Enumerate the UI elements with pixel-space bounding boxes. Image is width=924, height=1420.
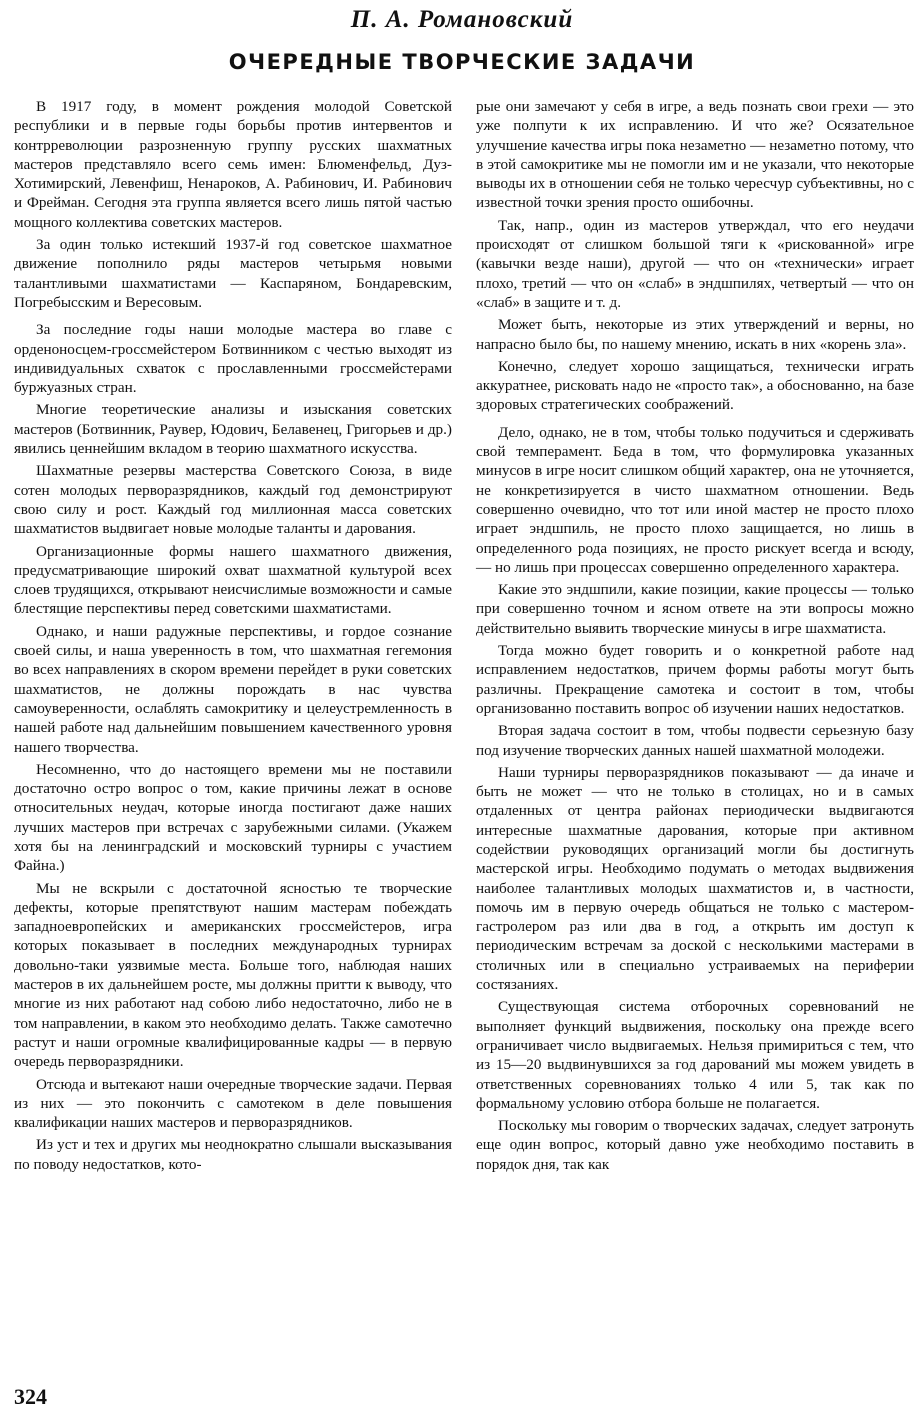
article-author: П. А. Романовский xyxy=(350,6,574,33)
paragraph: Дело, однако, не в том, чтобы только подучиться и сдерживать свой темперамент. Беда в том, что формулировка указанных минусов в игре носит слишком общий характер, она не уточняется, не конкретизируется в чисто шахматном отношении. Ведь совершенно очевидно, что тот или иной мастер не просто плохо играет эндшпиль, не просто плохо защищается, но лишь в определенного рода позициях, не просто рискует всегда и всюду, — но лишь при процессах совершенно определенного характера. xyxy=(476,423,914,576)
paragraph: Наши турниры перворазрядников показывают — да иначе и быть не может — что не только в столицах, но и в самых отдаленных от центра районах периодически выдвигаются интересные шахматные дарования, которые при активном содействии руководящих организаций могли бы достигнуть мастерской игры. Необходимо подумать о методах выдвижения наиболее талантливых молодых шахматистов и, в частности, помочь им в первую очередь общаться не только с мастером-гастролером раз или два в год, а открыть им доступ к периодическим встречам за доской с несколькими мастерами в столичных или в специально устраиваемых на периферии состязаниях. xyxy=(476,763,914,994)
paragraph: Отсюда и вытекают наши очередные творческие задачи. Первая из них — это покончить с самотеком в деле повышения квалификации наших мастеров и перворазрядников. xyxy=(14,1075,452,1132)
paragraph: Может быть, некоторые из этих утверждений и верны, но напрасно было бы, по нашему мнению, искать в них «корень зла». xyxy=(476,316,914,353)
paragraph: Многие теоретические анализы и изыскания советских мастеров (Ботвинник, Раувер, Юдович, Белавенец, Григорьев и др.) явились ценнейшим вкладом в теорию шахматного искусства. xyxy=(14,401,452,458)
paragraph: Однако, и наши радужные перспективы, и гордое сознание своей силы, и наша уверенность в том, что шахматная гегемония во всех направлениях в скором времени перейдет в руки советских шахматистов, не должны порождать в нас чувства самоуверенности, ослаблять самокритику и целеустремленность в нашей работе над дальнейшим повышением качественного уровня нашего творчества. xyxy=(14,622,452,756)
paragraph: Несомненно, что до настоящего времени мы не поставили достаточно остро вопрос о том, какие причины лежат в основе относительных неудач, которые иногда постигают даже наших лучших мастеров при встречах с зарубежными силами. (Укажем хотя бы на ленинградский и московский турниры с участием Файна.) xyxy=(14,760,452,875)
paragraph: Шахматные резервы мастерства Советского Союза, в виде сотен молодых перворазрядников, каждый год демонстрируют свою силу и рост. Каждый год миллионная масса советских шахматистов выдвигает новые молодые таланты и дарования. xyxy=(14,462,452,538)
paragraph: Вторая задача состоит в том, чтобы подвести серьезную базу под изучение творческих данных нашей шахматной молодежи. xyxy=(476,722,914,759)
paragraph: Так, напр., один из мастеров утверждал, что его неудачи происходят от слишком большой тяги к «рискованной» игре (кавычки везде наши), другой — что он «технически» играет плохо, третий — что он «слаб» в эндшпилях, четвертый — что он «слаб» в защите и т. д. xyxy=(476,216,914,311)
paragraph: Конечно, следует хорошо защищаться, технически играть аккуратнее, рисковать надо не «просто так», а обоснованно, на базе здоровых стратегических соображений. xyxy=(476,357,914,414)
paragraph: За последние годы наши молодые мастера во главе с орденоносцем-гроссмейстером Ботвинником с честью выходят из индивидуальных схваток с прославленными гроссмейстерами буржуазных стран. xyxy=(14,321,452,397)
paragraph: Мы не вскрыли с достаточной ясностью те творческие дефекты, которые препятствуют нашим мастерам побеждать западноевропейских и американских гроссмейстеров, игра которых показывает в последних международных турнирах довольно-таки уязвимые места. Больше того, наблюдая наших мастеров в их дальнейшем росте, мы должны притти к выводу, что многие из них работают над собою либо недостаточно, либо не в том направлении, в каком это необходимо делать. Также самотечно растут и наши огромные квалифицированные кадры — в первую очередь перворазрядники. xyxy=(14,879,452,1071)
paragraph: За один только истекший 1937-й год советское шахматное движение пополнило ряды мастеров четырьмя новыми талантливыми шахматистами — Каспаряном, Бондаревским, Погребысским и Вересовым. xyxy=(14,236,452,311)
paragraph: В 1917 году, в момент рождения молодой Советской республики и в первые годы борьбы против интервентов и контрреволюции разрозненную группу русских шахматных мастеров представляло всего семь имен: Блюменфельд, Дуз-Хотимирский, Левенфиш, Ненароков, А. Рабинович, И. Рабинович и Фрейман. Сегодня эта группа является всего лишь пятой частью мощного коллектива советских мастеров. xyxy=(14,98,452,231)
left-column xyxy=(14,97,452,1177)
paragraph: рые они замечают у себя в игре, а ведь познать свои грехи — это уже полпути к их исправлению. И что же? Осязательное улучшение качества игры пока незаметно — незаметно потому, что в этой самокритике мы не помогли им и не указали, что некоторые выводы их в отношении себя не только чересчур субъективны, но с известной точки зрения просто ошибочны. xyxy=(476,98,914,212)
article-title: ОЧЕРЕДНЫЕ ТВОРЧЕСКИЕ ЗАДАЧИ xyxy=(228,50,696,74)
paragraph: Поскольку мы говорим о творческих задачах, следует затронуть еще один вопрос, который давно уже необходимо поставить в порядок дня, так как xyxy=(476,1117,914,1173)
paragraph: Существующая система отборочных соревнований не выполняет функций выдвижения, поскольку она прежде всего ограничивает число выдвигаемых. Нельзя примириться с тем, что из 15—20 выдвинувшихся за год дарований мы можем увидеть в ответственных соревнованиях только 4 или 5, так как по формальному условию отбора больше не полагается. xyxy=(476,998,914,1112)
paragraph: Какие это эндшпили, какие позиции, какие процессы — только при совершенно точном и ясном ответе на эти вопросы можно действительно выявить творческие минусы в игре шахматиста. xyxy=(476,581,914,637)
page-number: 324 xyxy=(14,1384,47,1409)
paragraph: Тогда можно будет говорить и о конкретной работе над исправлением недостатков, причем формы работы могут быть различны. Прекращение самотека и состоит в том, чтобы организованно поставить вопрос об изучении наших недостатков. xyxy=(476,642,914,717)
right-column xyxy=(476,97,914,1177)
paragraph: Организационные формы нашего шахматного движения, предусматривающие широкий охват шахматной культурой всех слоев трудящихся, открывают неисчислимые возможности и самые блестящие перспективы перед советскими шахматистами. xyxy=(14,542,452,618)
paragraph: Из уст и тех и других мы неоднократно слышали высказывания по поводу недостатков, кото- xyxy=(14,1136,452,1173)
